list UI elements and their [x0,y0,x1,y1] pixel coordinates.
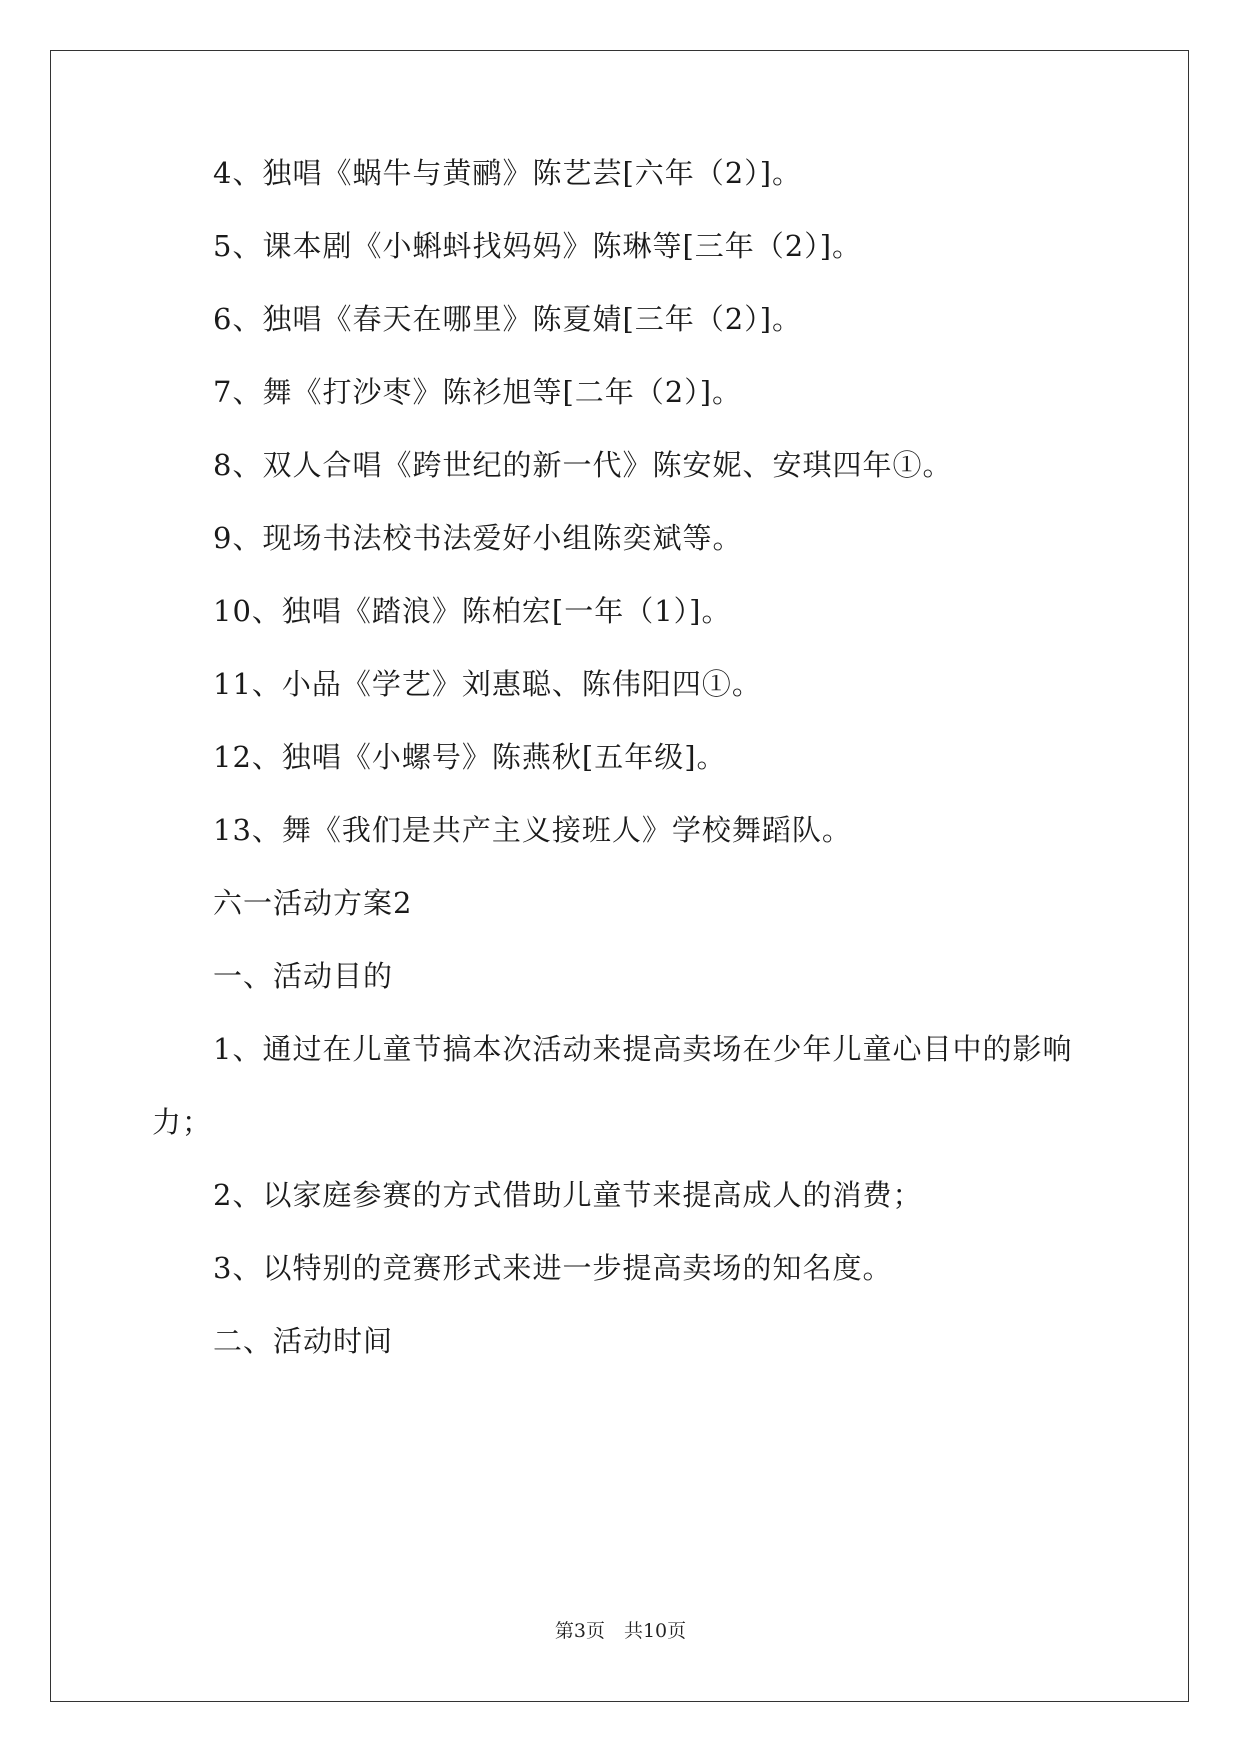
program-item-5: 5、课本剧《小蝌蚪找妈妈》陈琳等[三年（2）]。 [213,229,863,263]
page-frame [50,50,1189,1702]
program-item-4: 4、独唱《蜗牛与黄鹂》陈艺芸[六年（2）]。 [213,156,803,190]
heading-activity-purpose: 一、活动目的 [213,959,394,993]
program-item-13: 13、舞《我们是共产主义接班人》学校舞蹈队。 [213,813,852,847]
heading-activity-time: 二、活动时间 [213,1324,394,1358]
program-item-10: 10、独唱《踏浪》陈柏宏[一年（1）]。 [213,594,732,628]
program-item-6: 6、独唱《春天在哪里》陈夏婧[三年（2）]。 [213,302,803,336]
purpose-item-2: 2、以家庭参赛的方式借助儿童节来提高成人的消费； [213,1178,923,1212]
purpose-item-3: 3、以特别的竞赛形式来进一步提高卖场的知名度。 [213,1251,893,1285]
section-title-plan-2: 六一活动方案2 [213,886,413,920]
program-item-11: 11、小品《学艺》刘惠聪、陈伟阳四①。 [213,667,762,701]
page-number-footer: 第3页 共10页 [554,1620,687,1642]
purpose-item-1: 1、通过在儿童节搞本次活动来提高卖场在少年儿童心目中的影响 [213,1032,1073,1066]
program-item-7: 7、舞《打沙枣》陈衫旭等[二年（2）]。 [213,375,743,409]
program-item-8: 8、双人合唱《跨世纪的新一代》陈安妮、安琪四年①。 [213,448,953,482]
program-item-9: 9、现场书法校书法爱好小组陈奕斌等。 [213,521,743,555]
program-item-12: 12、独唱《小螺号》陈燕秋[五年级]。 [213,740,727,774]
purpose-item-1-continued: 力； [152,1105,213,1139]
